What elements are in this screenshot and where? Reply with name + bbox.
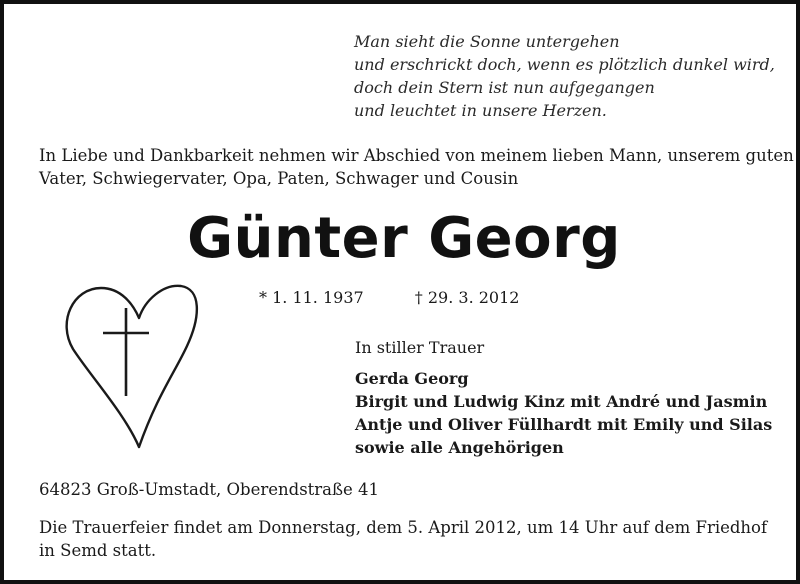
deceased-name: Günter Georg: [187, 206, 621, 271]
mourners-lead: In stiller Trauer: [355, 338, 485, 357]
poem-line: und erschrickt doch, wenn es plötzlich dunkel wird,: [354, 55, 775, 74]
intro-line: Vater, Schwiegervater, Opa, Paten, Schwager und Cousin: [39, 169, 519, 188]
intro-line: In Liebe und Dankbarkeit nehmen wir Abschied von meinem lieben Mann, unserem guten: [39, 146, 794, 165]
mourners-block: [355, 336, 772, 459]
poem-line: und leuchtet in unsere Herzen.: [354, 101, 607, 120]
service-line: in Semd statt.: [39, 541, 157, 560]
mourner-name: Gerda Georg: [355, 369, 469, 388]
mourner-name: sowie alle Angehörigen: [355, 438, 564, 457]
poem-line: Man sieht die Sonne untergehen: [354, 32, 620, 51]
birth-date: * 1. 11. 1937: [259, 288, 364, 307]
life-dates: [259, 288, 519, 307]
mourner-name: Antje und Oliver Füllhardt mit Emily und Silas: [355, 415, 773, 434]
intro-text: [39, 144, 794, 190]
poem-line: doch dein Stern ist nun aufgegangen: [354, 78, 655, 97]
heart-with-cross-icon: [59, 274, 199, 454]
death-date: † 29. 3. 2012: [414, 288, 520, 307]
address: 64823 Groß-Umstadt, Oberendstraße 41: [39, 480, 380, 499]
mourner-name: Birgit und Ludwig Kinz mit André und Jasmin: [355, 392, 768, 411]
service-line: Die Trauerfeier findet am Donnerstag, dem 5. April 2012, um 14 Uhr auf dem Friedhof: [39, 518, 768, 537]
mourners-names: [355, 367, 772, 459]
heart-outline: [67, 286, 197, 447]
service-info: [39, 516, 779, 562]
poem: [354, 30, 775, 122]
